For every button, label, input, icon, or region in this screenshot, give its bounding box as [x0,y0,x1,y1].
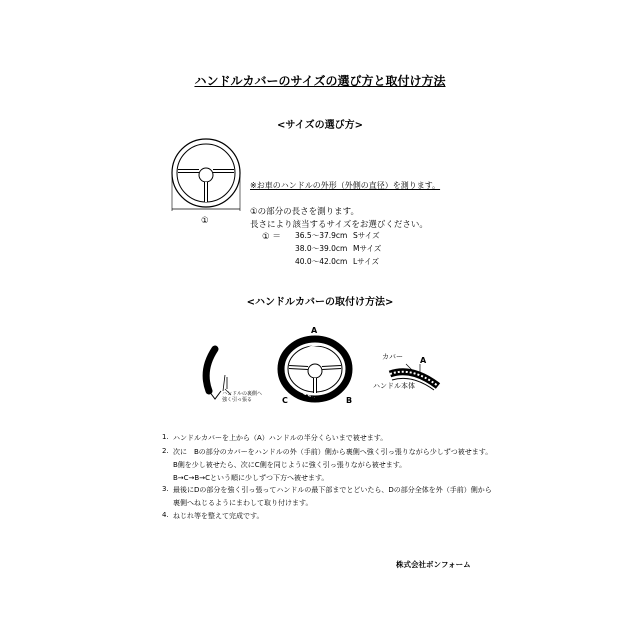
step-1-line-1: ハンドルカバーを上から（A）ハンドルの半分くらいまで被せます。 [173,434,388,442]
size-section-heading: <サイズの選び方> [277,120,363,131]
label-a: A [311,326,318,335]
step-4-line-1: ねじれ等を整えて完成です。 [173,512,264,520]
label-c: C [282,396,288,405]
circle-equals: ① ＝ [262,232,281,242]
step-2-num: 2. [162,447,169,455]
step-3-line-2: 裏側へねじるようにまわして取り付けます。 [173,499,313,507]
step-2-line-1: 次に Bの部分のカバーをハンドルの外（手前）側から裏側へ強く引っ張りながら少しずつ被せます。 [173,448,493,456]
label-d: D [312,395,319,404]
step-4-num: 4. [162,511,169,519]
cover-label: カバー [382,353,403,361]
measure-note: ※お車のハンドルの外形（外側の直径）を測ります。 [250,181,441,190]
step-3-line-1: 最後にDの部分を強く引っ張ってハンドルの最下部までとどいたら、Dの部分全体を外（手前）側から [173,486,492,494]
size-label-m: Mサイズ [353,244,382,253]
page-title: ハンドルカバーのサイズの選び方と取付け方法 [194,74,446,88]
diagram-label: ① [201,216,209,226]
measure-line: ①の部分の長さを測ります。 [250,207,359,217]
step-2-line-2: B側を少し被せたら、次にC側を同じように強く引っ張りながら被せます。 [173,461,407,469]
size-range-m: 38.0〜39.0cm [295,244,348,253]
size-label-l: Lサイズ [353,257,380,266]
size-label-s: Sサイズ [353,231,380,240]
size-range-l: 40.0〜42.0cm [295,257,348,266]
size-range-s: 36.5〜37.9cm [295,231,348,240]
step-2-line-3: B→C→B→Cという順に少しずつ下方へ被せます。 [173,474,329,482]
company-name: 株式会社ボンフォーム [396,560,471,569]
step-1-num: 1. [162,433,169,441]
handle-body-label: ハンドル本体 [373,382,415,390]
steering-wheel-size-diagram [168,135,248,215]
select-line: 長さにより該当するサイズをお選びください。 [250,220,428,230]
label-a-right: A [420,356,427,365]
install-section-heading: <ハンドルカバーの取付け方法> [246,297,394,308]
label-b: B [346,396,353,405]
pull-caption: ハンドルの裏側へ 強く引っ張る [222,391,263,403]
step-3-num: 3. [162,485,169,493]
